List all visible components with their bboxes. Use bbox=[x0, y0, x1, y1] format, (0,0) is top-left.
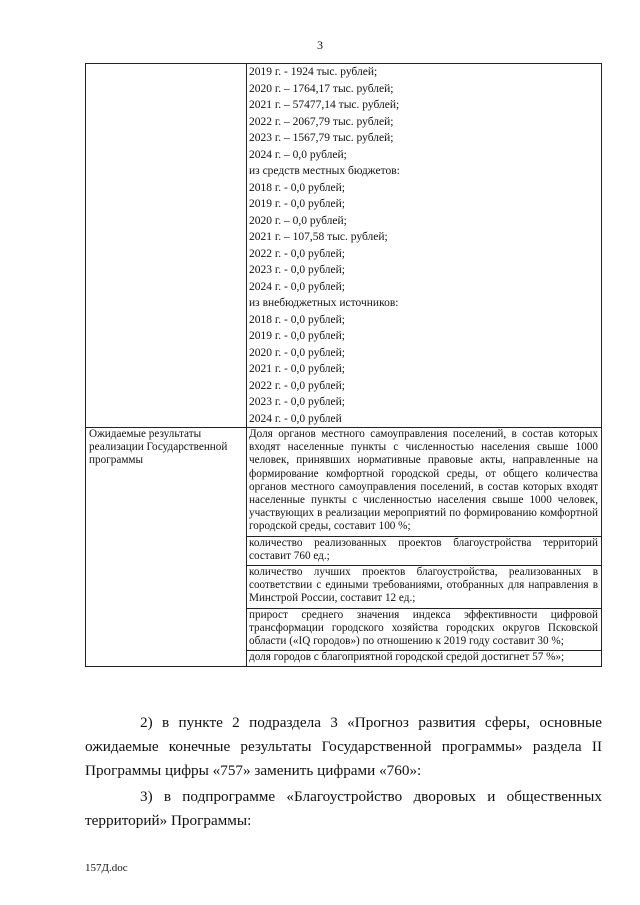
results-values-cell bbox=[247, 428, 602, 667]
funding-line: 2024 г. - 0,0 рублей bbox=[249, 412, 342, 425]
funding-line: 2023 г. – 1567,79 тыс. рублей; bbox=[249, 132, 394, 144]
paragraph-item-2: 2) в пункте 2 подраздела 3 «Прогноз развития сферы, основные ожидаемые конечные результаты Государственной программы» раздела II Программы цифры «757» заменить цифрами «760»: bbox=[85, 714, 602, 779]
funding-values-cell bbox=[247, 64, 602, 428]
funding-line: 2018 г. - 0,0 рублей; bbox=[249, 181, 345, 194]
funding-line: 2021 г. – 107,58 тыс. рублей; bbox=[249, 231, 388, 243]
funding-line: 2020 г. - 0,0 рублей; bbox=[249, 346, 345, 359]
paragraph-item-3: 3) в подпрограмме «Благоустройство дворовых и общественных территорий» Программы: bbox=[85, 788, 602, 829]
funding-line: 2019 г. - 0,0 рублей; bbox=[249, 330, 345, 342]
footer-filename: 157Д.doc bbox=[85, 862, 128, 874]
funding-source-heading: из внебюджетных источников: bbox=[249, 297, 399, 309]
funding-line: 2021 г. – 57477,14 тыс. рублей; bbox=[249, 99, 400, 111]
result-item: прирост среднего значения индекса эффективности цифровой трансформации городского хозяйства городских округов Псковской области («IQ городов») по отношению к 2019 году составит 30 %; bbox=[247, 609, 601, 652]
results-label-cell bbox=[86, 428, 247, 667]
result-item: доля городов с благоприятной городской средой достигнет 57 %»; bbox=[249, 651, 565, 664]
funding-line: 2022 г. – 2067,79 тыс. рублей; bbox=[249, 115, 394, 128]
funding-line: 2024 г. - 0,0 рублей; bbox=[249, 280, 345, 293]
funding-line: 2019 г. - 0,0 рублей; bbox=[249, 198, 345, 210]
funding-line: 2023 г. - 0,0 рублей; bbox=[249, 264, 345, 276]
results-row bbox=[86, 428, 602, 667]
result-item: количество реализованных проектов благоустройства территорий составит 760 ед.; bbox=[247, 537, 601, 566]
program-passport-table bbox=[85, 63, 602, 667]
funding-label-cell bbox=[86, 64, 247, 428]
funding-line: 2022 г. - 0,0 рублей; bbox=[249, 247, 345, 260]
funding-line: 2023 г. - 0,0 рублей; bbox=[249, 396, 345, 408]
funding-source-heading: из средств местных бюджетов: bbox=[249, 165, 400, 177]
page-number: 3 bbox=[317, 38, 323, 52]
funding-line: 2018 г. - 0,0 рублей; bbox=[249, 313, 345, 326]
funding-line: 2020 г. – 1764,17 тыс. рублей; bbox=[249, 82, 394, 95]
funding-line: 2020 г. – 0,0 рублей; bbox=[249, 214, 347, 227]
funding-line: 2022 г. - 0,0 рублей; bbox=[249, 379, 345, 392]
results-label: Ожидаемые результаты реализации Государственной программы bbox=[89, 428, 228, 466]
funding-line: 2024 г. – 0,0 рублей; bbox=[249, 148, 347, 161]
funding-line: 2019 г. - 1924 тыс. рублей; bbox=[249, 66, 378, 78]
funding-line: 2021 г. - 0,0 рублей; bbox=[249, 363, 345, 375]
result-item: количество лучших проектов благоустройства, реализованных в соответствии с едиными требованиями, отобранных для направления в Минстрой России, составит 12 ед.; bbox=[247, 566, 601, 609]
result-item: Доля органов местного самоуправления поселений, в состав которых входят населенные пункты с численностью населения свыше 1000 человек, принявших нормативные правовые акты, направленные на формирование комфортной городской среды, от общего количества органов местного самоуправления поселений, в состав которых входят населенные пункты с численностью населения свыше 1000 человек, участвующих в реализации мероприятий по формированию комфортной городской среды, составит 100 %; bbox=[247, 428, 601, 537]
funding-row bbox=[86, 64, 602, 428]
